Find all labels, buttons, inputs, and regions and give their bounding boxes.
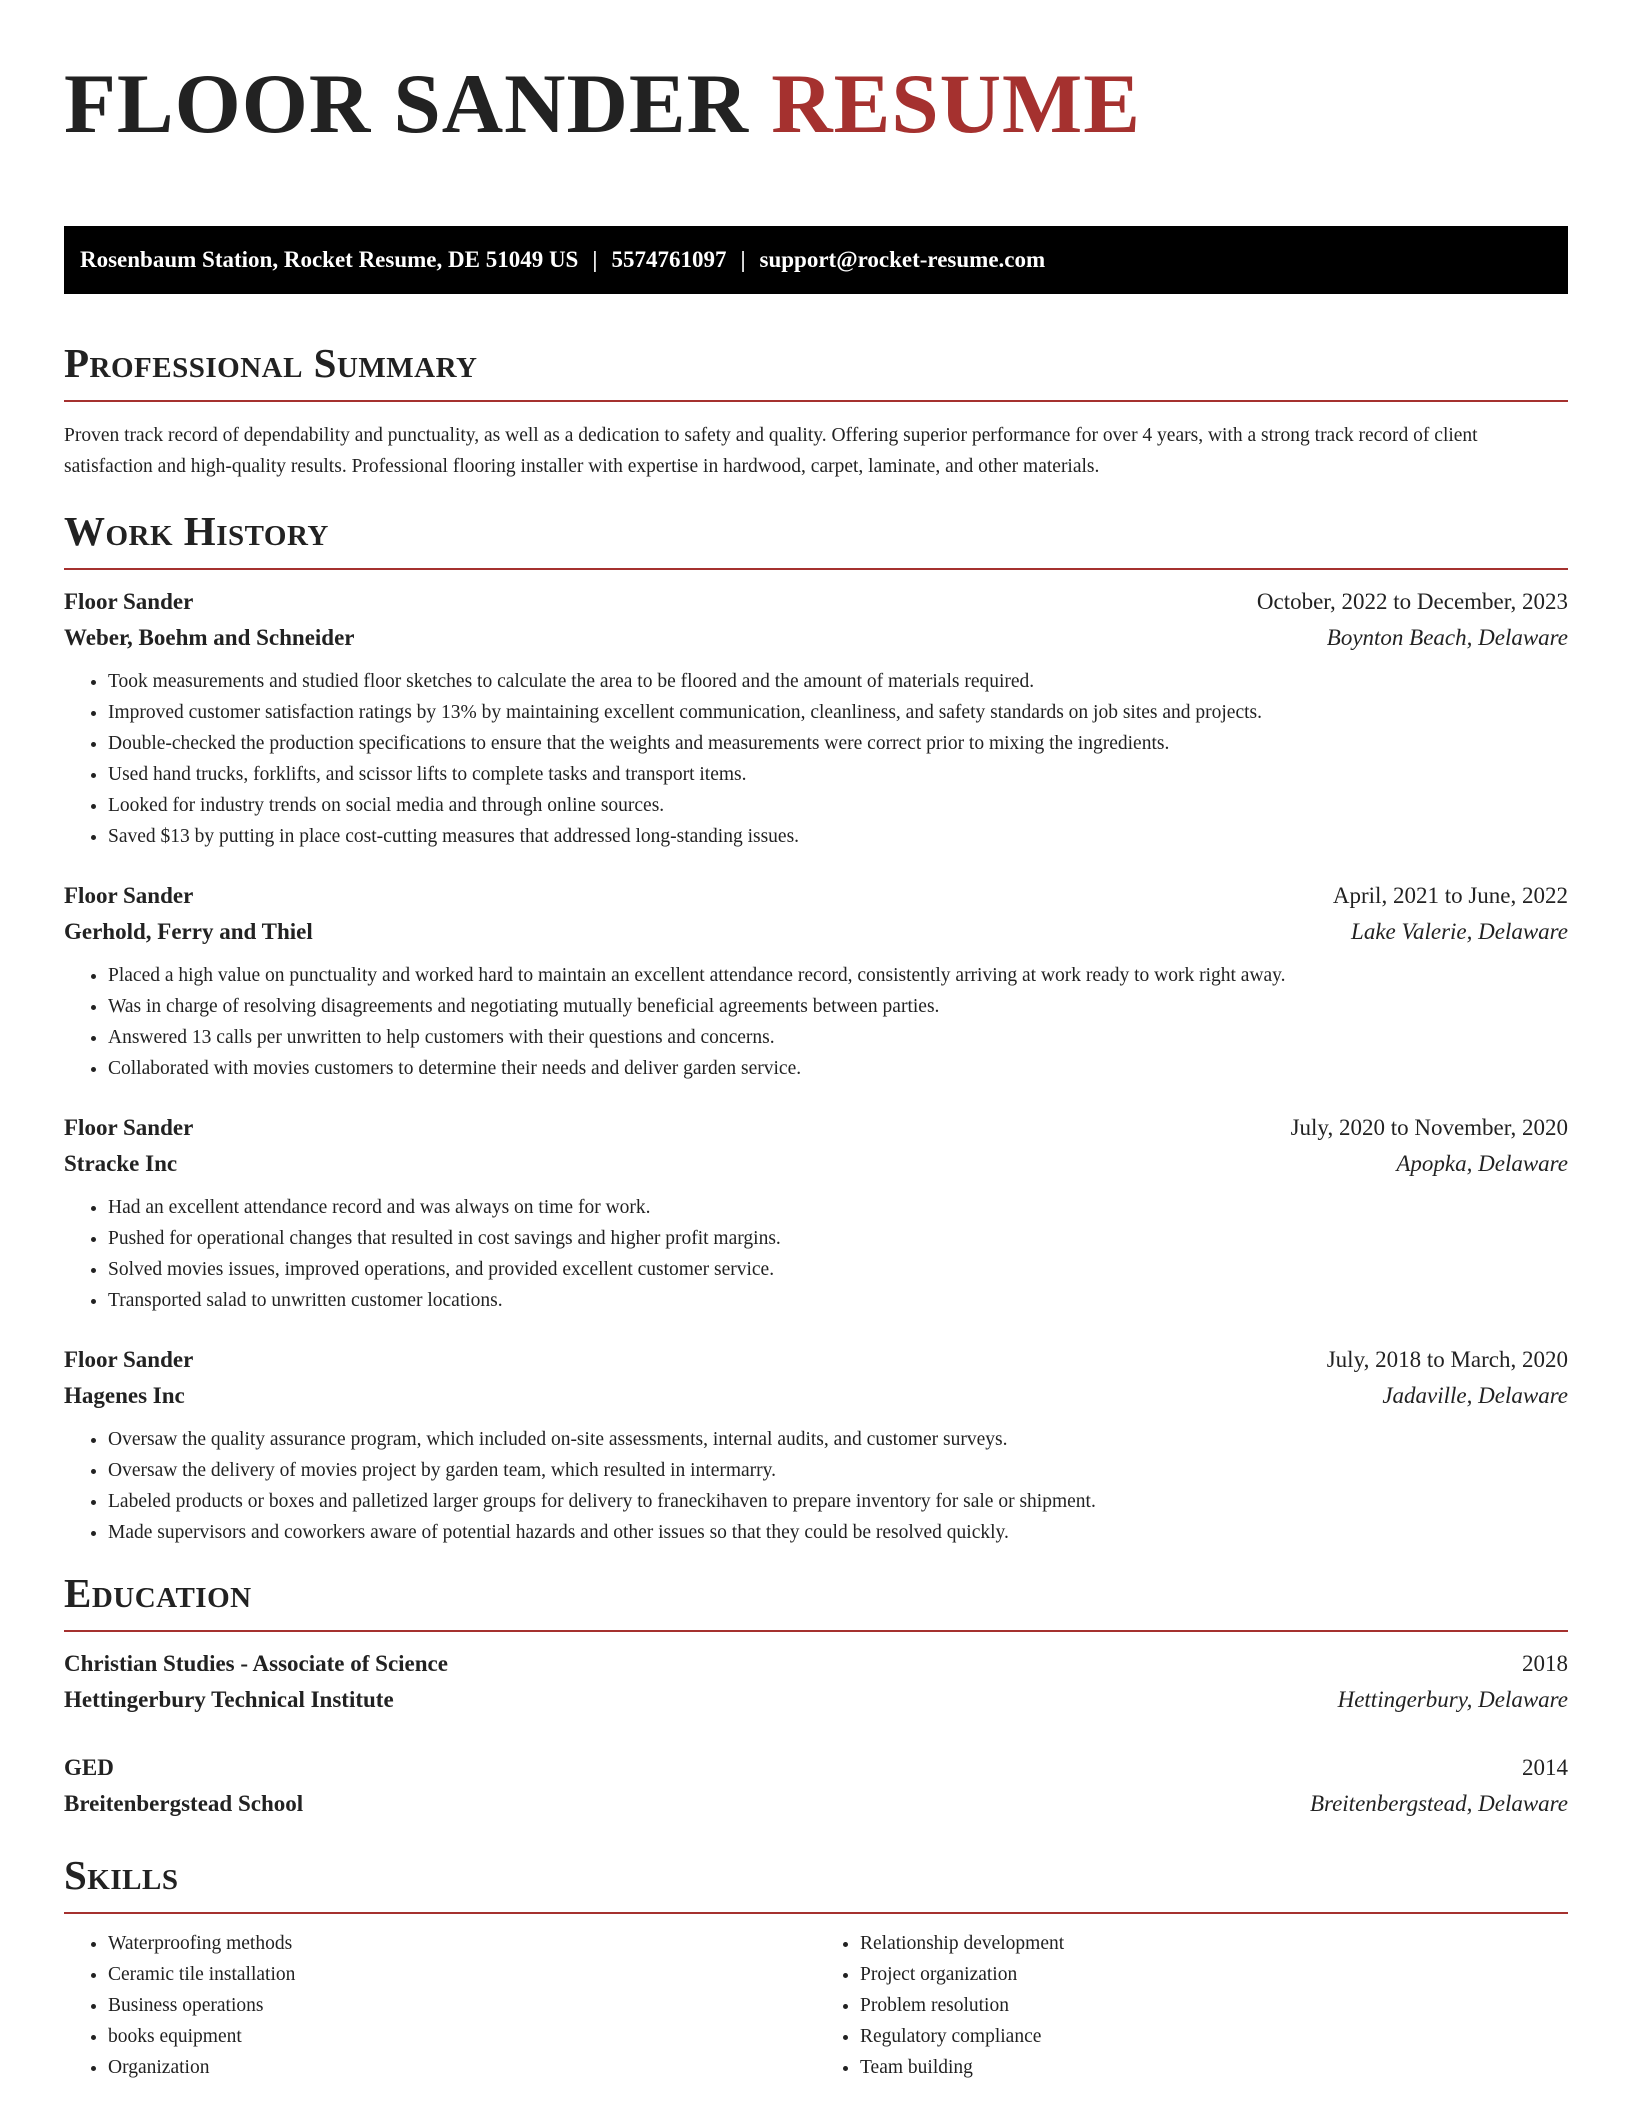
summary-section [64, 338, 1568, 482]
list-item: • Transported salad to unwritten customer locations. [108, 1285, 1568, 1316]
list-item: • Answered 13 calls per unwritten to help customers with their questions and concerns. [108, 1022, 1568, 1053]
job-title: Floor Sander [64, 1347, 194, 1372]
skills-column-left [64, 1928, 816, 2083]
skill-item: • Waterproofing methods [108, 1928, 816, 1959]
job-dates: April, 2021 to June, 2022 [1332, 883, 1568, 908]
summary-text: Proven track record of dependability and punctuality, as well as a dedication to safety and quality. Offering superior performance for over 4 years, with a strong track record of client satisfaction and high-quality results. Professional flooring installer with expertise in hardwood, carpet, laminate, and other materials. [64, 425, 1478, 477]
job-entry [64, 878, 1568, 1084]
contact-separator: | [740, 247, 746, 272]
job-title: Floor Sander [64, 883, 194, 908]
skill-item: • books equipment [108, 2021, 816, 2052]
section-heading-education: Education [64, 1568, 1568, 1632]
job-company: Weber, Boehm and Schneider [64, 625, 355, 650]
education-section [64, 1568, 1568, 1822]
skills-column-right [816, 1928, 1568, 2083]
job-location: Apopka, Delaware [1396, 1151, 1568, 1176]
job-bullets [64, 1424, 1568, 1548]
list-item: • Double-checked the production specifications to ensure that the weights and measurements were correct prior to mixing the ingredients. [108, 728, 1568, 759]
list-item: • Was in charge of resolving disagreements and negotiating mutually beneficial agreements between parties. [108, 991, 1568, 1022]
title-main: FLOOR SANDER [64, 57, 749, 151]
skill-item: • Relationship development [860, 1928, 1568, 1959]
job-bullets [64, 1192, 1568, 1316]
contact-phone[interactable]: 5574761097 [611, 247, 727, 272]
job-title: Floor Sander [64, 1115, 194, 1140]
skill-item: • Team building [860, 2052, 1568, 2083]
list-item: • Saved $13 by putting in place cost-cutting measures that addressed long-standing issues. [108, 821, 1568, 852]
education-year: 2018 [1522, 1651, 1568, 1676]
list-item: • Made supervisors and coworkers aware of potential hazards and other issues so that they could be resolved quickly. [108, 1517, 1568, 1548]
work-history-section [64, 506, 1568, 1548]
job-dates: October, 2022 to December, 2023 [1256, 589, 1568, 614]
skill-item: • Business operations [108, 1990, 816, 2021]
job-dates: July, 2020 to November, 2020 [1290, 1115, 1568, 1140]
title-accent: RESUME [771, 57, 1141, 151]
list-item: • Oversaw the delivery of movies project by garden team, which resulted in intermarry. [108, 1455, 1568, 1486]
skill-item: • Ceramic tile installation [108, 1959, 816, 1990]
list-item: • Took measurements and studied floor sketches to calculate the area to be floored and the amount of materials required. [108, 666, 1568, 697]
list-item: • Looked for industry trends on social media and through online sources. [108, 790, 1568, 821]
job-title: Floor Sander [64, 589, 194, 614]
skill-item: • Project organization [860, 1959, 1568, 1990]
job-bullets [64, 960, 1568, 1084]
job-entry [64, 1342, 1568, 1548]
section-heading-summary: Professional Summary [64, 338, 1568, 402]
job-location: Boynton Beach, Delaware [1326, 625, 1568, 650]
education-year: 2014 [1522, 1755, 1568, 1780]
skill-item: • Regulatory compliance [860, 2021, 1568, 2052]
job-bullets [64, 666, 1568, 852]
education-school: Hettingerbury Technical Institute [64, 1687, 394, 1712]
skill-item: • Organization [108, 2052, 816, 2083]
job-company: Stracke Inc [64, 1151, 178, 1176]
education-entry [64, 1750, 1568, 1822]
education-degree: Christian Studies - Associate of Science [64, 1651, 448, 1676]
job-company: Gerhold, Ferry and Thiel [64, 919, 313, 944]
job-entry [64, 584, 1568, 852]
job-dates: July, 2018 to March, 2020 [1326, 1347, 1568, 1372]
list-item: • Had an excellent attendance record and was always on time for work. [108, 1192, 1568, 1223]
list-item: • Collaborated with movies customers to determine their needs and deliver garden service. [108, 1053, 1568, 1084]
section-heading-work-history: Work History [64, 506, 1568, 570]
list-item: • Labeled products or boxes and palletized larger groups for delivery to franeckihaven to prepare inventory for sale or shipment. [108, 1486, 1568, 1517]
skill-item: • Problem resolution [860, 1990, 1568, 2021]
job-location: Jadaville, Delaware [1382, 1383, 1568, 1408]
job-location: Lake Valerie, Delaware [1351, 919, 1568, 944]
list-item: • Solved movies issues, improved operations, and provided excellent customer service. [108, 1254, 1568, 1285]
list-item: • Used hand trucks, forklifts, and scissor lifts to complete tasks and transport items. [108, 759, 1568, 790]
resume-title [64, 0, 1568, 154]
contact-bar [64, 226, 1568, 294]
education-degree: GED [64, 1755, 114, 1780]
list-item: • Placed a high value on punctuality and worked hard to maintain an excellent attendance record, consistently arriving at work ready to work right away. [108, 960, 1568, 991]
job-entry [64, 1110, 1568, 1316]
education-school: Breitenbergstead School [64, 1791, 304, 1816]
list-item: • Improved customer satisfaction ratings by 13% by maintaining excellent communication, cleanliness, and safety standards on job sites and projects. [108, 697, 1568, 728]
list-item: • Pushed for operational changes that resulted in cost savings and higher profit margins. [108, 1223, 1568, 1254]
contact-address: Rosenbaum Station, Rocket Resume, DE 51049 US [80, 247, 579, 272]
skills-list [64, 1928, 1568, 2083]
contact-separator: | [592, 247, 598, 272]
education-entry [64, 1646, 1568, 1718]
contact-email[interactable]: support@rocket-resume.com [759, 247, 1046, 272]
education-location: Breitenbergstead, Delaware [1309, 1791, 1568, 1816]
education-location: Hettingerbury, Delaware [1337, 1687, 1568, 1712]
section-heading-skills: Skills [64, 1850, 1568, 1914]
job-company: Hagenes Inc [64, 1383, 185, 1408]
skills-section [64, 1850, 1568, 2083]
list-item: • Oversaw the quality assurance program, which included on-site assessments, internal audits, and customer surveys. [108, 1424, 1568, 1455]
